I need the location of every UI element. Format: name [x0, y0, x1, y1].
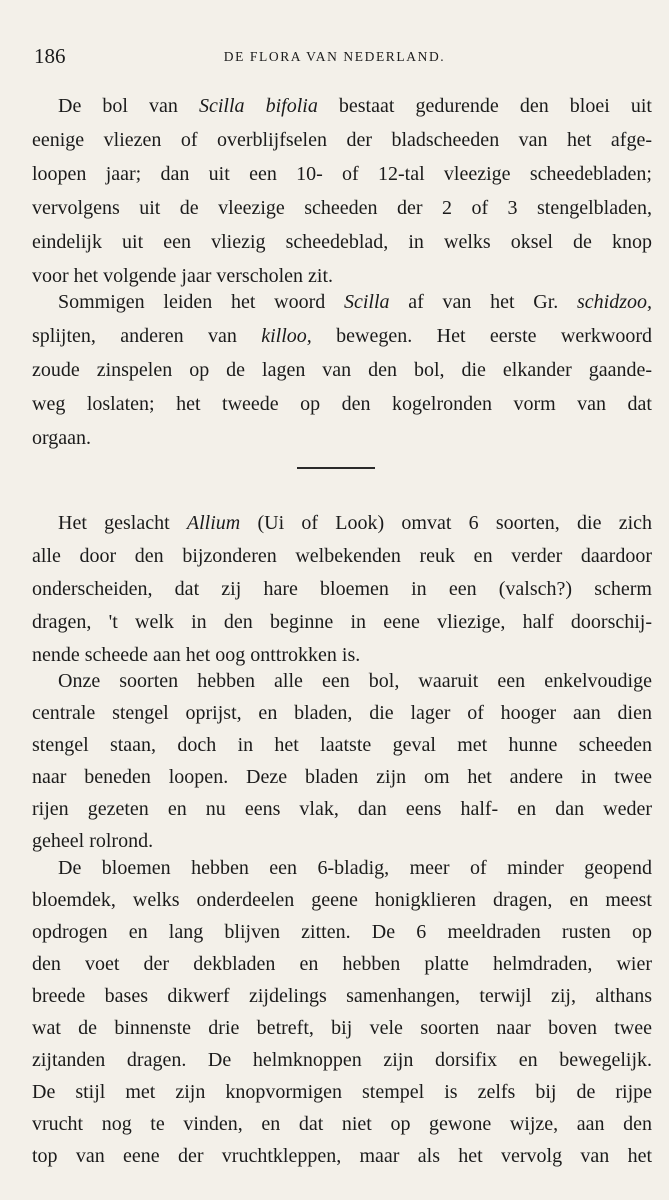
text-line: De bloemen hebben een 6-bladig, meer of minder geopend — [58, 857, 652, 879]
text-line: splijten, anderen van killoo, bewegen. Het eerste werkwoord — [32, 325, 653, 347]
text-line: geheel rolrond. — [32, 830, 154, 852]
text-line: eindelijk uit een vliezig scheedeblad, in welks oksel de knop — [32, 231, 652, 253]
text-line: weg loslaten; het tweede op den kogelronden vorm van dat — [32, 393, 652, 415]
text-line: Onze soorten hebben alle een bol, waaruit een enkelvoudige — [58, 670, 652, 692]
greek-word: schidzoo, — [577, 291, 652, 313]
greek-word: killoo, — [261, 325, 312, 347]
text-line: vrucht nog te vinden, en dat niet op gewone wijze, aan den — [32, 1113, 652, 1135]
text-line: eenige vliezen of overblijfselen der bladscheeden van het afge- — [32, 129, 652, 151]
species-name: Scilla bifolia — [198, 95, 318, 117]
page-number: 186 — [34, 44, 66, 68]
text-line: De stijl met zijn knopvormigen stempel is zelfs bij de rijpe — [32, 1081, 652, 1103]
text-line: top van eene der vruchtkleppen, maar als het vervolg van het — [32, 1145, 652, 1167]
text-line: Het geslacht Allium (Ui of Look) omvat 6 soorten, die zich — [58, 512, 653, 534]
text-line: dragen, 't welk in den beginne in eene vliezige, half doorschij- — [32, 611, 652, 633]
text-line: bloemdek, welks onderdeelen geene honigklieren dragen, en meest — [32, 889, 652, 911]
text-line: den voet der dekbladen en hebben platte helmdraden, wier — [32, 953, 652, 975]
text-line: zijtanden dragen. De helmknoppen zijn dorsifix en bewegelijk. — [32, 1049, 652, 1071]
text-line: zoude zinspelen op de lagen van den bol, die elkander gaande- — [32, 359, 652, 381]
text-line: centrale stengel oprijst, en bladen, die lager of hooger aan dien — [32, 702, 652, 724]
text-line: onderscheiden, dat zij hare bloemen in een (valsch?) scherm — [32, 578, 652, 600]
text-line: Sommigen leiden het woord Scilla af van het Gr. schidzoo, — [58, 291, 652, 313]
text-line: breede bases dikwerf zijdelings samenhangen, terwijl zij, althans — [32, 985, 652, 1007]
text-line: alle door den bijzonderen welbekenden reuk en verder daardoor — [32, 545, 652, 567]
page-header — [34, 44, 635, 74]
section-separator — [297, 467, 375, 469]
text-line: vervolgens uit de vleezige scheeden der 2 of 3 stengelbladen, — [32, 197, 652, 219]
running-head: DE FLORA VAN NEDERLAND. — [223, 49, 446, 64]
text-line: De bol van Scilla bifolia bestaat gedurende den bloei uit — [58, 95, 652, 117]
text-line: wat de binnenste drie betreft, bij vele soorten naar boven twee — [32, 1017, 652, 1039]
text-line: stengel staan, doch in het laatste geval met hunne scheeden — [32, 734, 652, 756]
text-line: naar beneden loopen. Deze bladen zijn om het andere in twee — [32, 766, 652, 788]
genus-name: Allium — [186, 512, 241, 534]
text-line: opdrogen en lang blijven zitten. De 6 meeldraden rusten op — [32, 921, 652, 943]
genus-name: Scilla — [343, 291, 390, 313]
text-line: voor het volgende jaar verscholen zit. — [32, 265, 333, 287]
text-line: nende scheede aan het oog onttrokken is. — [32, 644, 361, 666]
text-line: rijen gezeten en nu eens vlak, dan eens half- en dan weder — [32, 798, 652, 820]
text-line: loopen jaar; dan uit een 10- of 12-tal vleezige scheedebladen; — [32, 163, 652, 185]
text-line: orgaan. — [32, 427, 92, 449]
